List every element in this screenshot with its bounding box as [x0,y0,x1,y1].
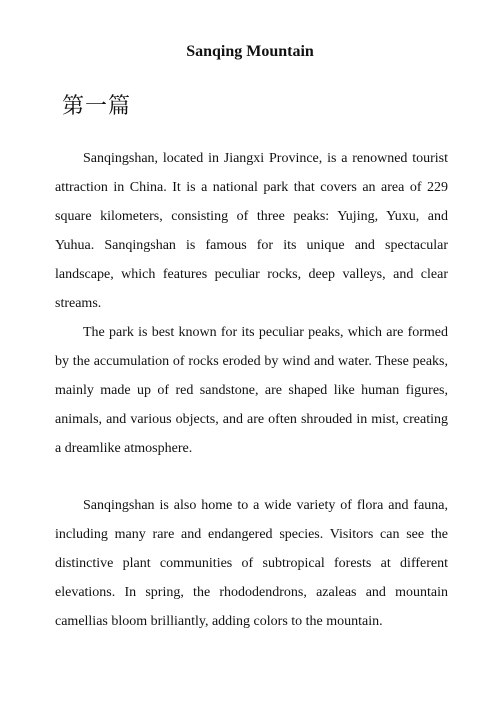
paragraph-3: Sanqingshan is also home to a wide variety of flora and fauna, including many rare and endangered species. Visitors can see the distinctive plant communities of subtropical forests at different elevations. In spring, the rhododendrons, azaleas and mountain camellias bloom brilliantly, adding colors to the mountain. [55,498,448,629]
paragraph-2: The park is best known for its peculiar peaks, which are formed by the accumulation of rocks eroded by wind and water. These peaks, mainly made up of red sandstone, are shaped like human figures, animals, and various objects, and are often shrouded in mist, creating a dreamlike atmosphere. [55,325,448,456]
paragraph-1: Sanqingshan, located in Jiangxi Province, is a renowned tourist attraction in China. It is a national park that covers an area of 229 square kilometers, consisting of three peaks: Yujing, Yuxu, and Yuhua. Sanqingshan is famous for its unique and spectacular landscape, which features peculiar rocks, deep valleys, and clear streams. [55,151,448,311]
document-title: Sanqing Mountain [186,43,314,60]
section-heading: 第一篇 [62,94,132,119]
